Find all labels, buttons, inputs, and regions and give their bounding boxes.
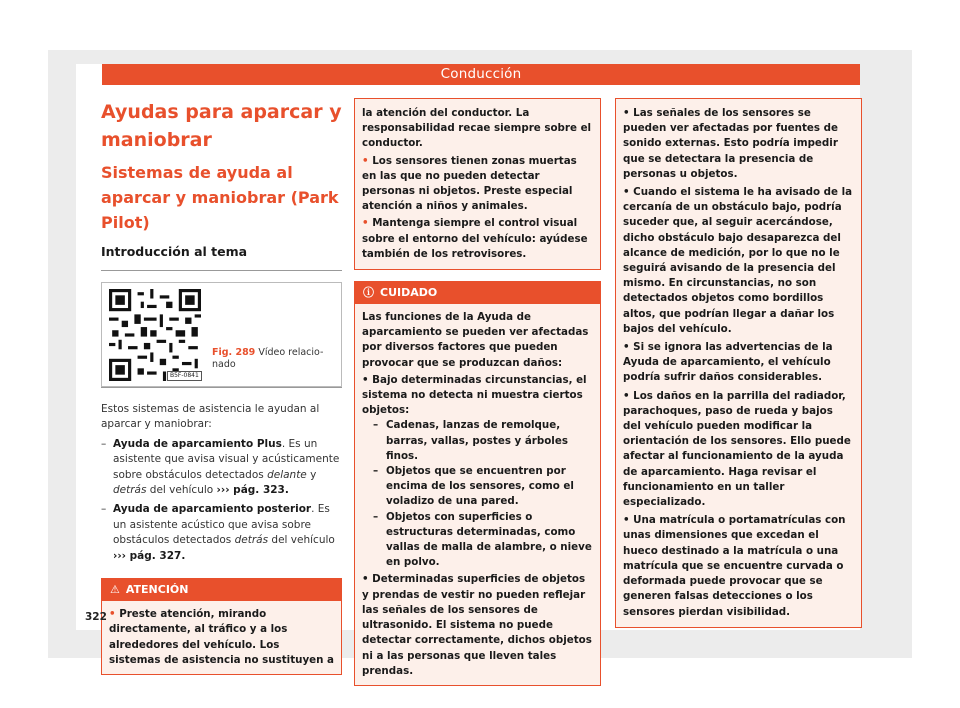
bullet-text: Bajo determinadas circunstancias, el sistema no detecta ni muestra ciertos objetos: [362, 373, 587, 417]
list-item [101, 437, 342, 499]
warning-header [102, 579, 341, 601]
item-italic: delante [267, 468, 307, 481]
warning-text: Preste atención, mirando directamente, al tráfico y a los alrededores del vehículo. Los sistemas de asistencia no sustituyen a [109, 608, 335, 666]
warning-continuation-box [354, 98, 601, 270]
warning-title: ATENCIÓN [125, 583, 189, 597]
subsection-title: Sistemas de ayuda al aparcar y maniobrar (Park Pilot) [101, 163, 339, 232]
bullet-icon: • [362, 154, 369, 167]
caution-title: CUIDADO [380, 286, 438, 300]
sub-item-text: Objetos que se encuentren por encima de los sensores, como el voladizo de una pared. [386, 465, 574, 508]
bullet-text: Mantenga siempre el control visual sobre el entorno del vehículo: ayúdese también de los retrovisores. [362, 217, 588, 260]
warning-bullet [362, 216, 593, 262]
figure-label: Fig. 289 [212, 347, 256, 358]
divider [101, 270, 342, 271]
figure-caption [212, 347, 332, 371]
dash-bullet: – [101, 503, 107, 516]
caution-bullet: • Cuando el sistema le ha avisado de la cercanía de un obstáculo bajo, podría suceder que, al seguir acercándose, dicho obstáculo bajo desaparezca del alcance de medición, por lo que no le seguirá avisando de la presencia del mismo. En circunstancias, no son detectados objetos como bordillos altos, que podrían llegar a dañar los bajos del vehículo. [623, 186, 853, 335]
caution-box [354, 281, 601, 686]
figure-caption-text: Vídeo relacio- nado [212, 347, 324, 370]
page-number: 322 [85, 611, 107, 623]
warning-bullet [362, 154, 593, 215]
item-text: . Es un asistente acústico que avisa sobre obstáculos detectados [113, 503, 330, 547]
caution-header [355, 282, 600, 304]
item-text: y [306, 468, 317, 481]
item-text: . Es un asistente que avisa visual y acústicamente sobre obstáculos detectados [113, 437, 340, 481]
warning-body [102, 601, 341, 674]
item-italic: detrás [113, 484, 147, 497]
warning-text: la atención del conductor. La responsabilidad recae siempre sobre el conductor. [362, 107, 592, 150]
warning-box [101, 578, 342, 675]
column-right [615, 98, 862, 628]
column-middle [354, 98, 601, 686]
list-item [101, 502, 342, 564]
warning-triangle-icon: ⚠ [110, 583, 120, 597]
sub-item-text: Objetos con superficies o estructuras determinadas, como vallas de malla de alambre, o nieve en polvo. [386, 510, 592, 569]
info-circle-icon: ⓘ [363, 286, 374, 300]
sub-item: – Objetos que se encuentren por encima de los sensores, como el voladizo de una pared. [373, 465, 574, 508]
item-italic: detrás [234, 534, 269, 547]
sub-item: – Objetos con superficies o estructuras determinadas, como vallas de malla de alambre, o nieve en polvo. [373, 510, 592, 569]
caution-bullet: • Una matrícula o portamatrículas con unas dimensiones que excedan el hueco destinado a la matrícula o una matrícula que se encuentre curvada o deformada puede provocar que se generen falsas detecciones o los sensores pierdan visibilidad. [623, 514, 846, 618]
bullet-text: Determinadas superficies de objetos y prendas de vestir no pueden reflejar las señales de los sensores de ultrasonido. El sistema no puede detectar correctamente, dichos objetos ni a las personas que lleven tales prendas. [362, 573, 592, 677]
caution-body [355, 304, 600, 685]
caution-continuation-box [615, 98, 862, 628]
item-text: del vehículo [146, 484, 217, 497]
intro-paragraph: Estos sistemas de asistencia le ayudan al aparcar y maniobrar: [101, 403, 320, 431]
bullet-icon: • [109, 608, 116, 621]
caution-bullet: • Si se ignora las advertencias de la Ayuda de aparcamiento, el vehículo podría sufrir daños considerables. [623, 341, 833, 384]
section-title: Ayudas para aparcar y maniobrar [101, 101, 342, 151]
topic-title: Introducción al tema [101, 244, 248, 259]
bullet-text: Los daños en la parrilla del radiador, parachoques, paso de rueda y bajos del vehículo pueden modificar la orientación de los sensores. Ello puede afectar al funcionamiento de la ayuda de aparcamiento. Haga revisar el funcionamiento en un taller especializado. [623, 389, 851, 509]
bullet-text: Cuando el sistema le ha avisado de la cercanía de un obstáculo bajo, podría suceder que, al seguir acercándose, dicho obstáculo bajo desaparezca del alcance de medición, por lo que no le seguirá avisando de la presencia del mismo. En circunstancias, no son detectados objetos como bordillos altos, que podrían llegar a dañar los bajos del vehículo. [623, 186, 853, 335]
figure-box [101, 282, 342, 387]
chapter-header: Conducción [102, 64, 860, 85]
caution-bullet: • Las señales de los sensores se pueden ver afectadas por fuentes de sonido externas. Esto podría impedir que se detectara la presencia de personas u objetos. [623, 107, 838, 180]
caution-paragraph: Las funciones de la Ayuda de aparcamiento se pueden ver afectadas por diversos factores que pueden provocar que se produzcan daños: [362, 311, 589, 369]
sub-item: – Cadenas, lanzas de remolque, barras, vallas, postes y árboles finos. [373, 419, 568, 462]
bullet-icon: • [362, 217, 369, 230]
bullet-text: Una matrícula o portamatrículas con unas dimensiones que excedan el hueco destinado a la matrícula o una matrícula que se encuentre curvada o deformada puede provocar que se generen falsas detecciones o los sensores pierdan visibilidad. [623, 514, 846, 618]
column-left [101, 98, 342, 675]
bullet-text: Las señales de los sensores se pueden ver afectadas por fuentes de sonido externas. Esto podría impedir que se detectara la presencia de personas u objetos. [623, 107, 838, 180]
caution-bullet: • Los daños en la parrilla del radiador, parachoques, paso de rueda y bajos del vehículo pueden modificar la orientación de los sensores. Ello puede afectar al funcionamiento de la ayuda de aparcamiento. Haga revisar el funcionamiento en un taller especializado. [623, 389, 851, 509]
figure-code: B5F-0841 [167, 371, 202, 381]
caution-bullet: • Bajo determinadas circunstancias, el sistema no detecta ni muestra ciertos objetos: [362, 373, 587, 417]
caution-bullet: • Determinadas superficies de objetos y prendas de vestir no pueden reflejar las señales de los sensores de ultrasonido. El sistema no puede detectar correctamente, dichos objetos ni a las personas que lleven tales prendas. [362, 573, 592, 677]
bullet-text: Si se ignora las advertencias de la Ayuda de aparcamiento, el vehículo podría sufrir daños considerables. [623, 341, 833, 384]
page-reference-link[interactable]: ››› pág. 327. [113, 549, 186, 562]
dash-bullet: – [101, 437, 107, 450]
divider [101, 387, 342, 388]
qr-code-icon[interactable] [109, 289, 201, 381]
item-text: del vehículo [268, 534, 335, 547]
bullet-text: Los sensores tienen zonas muertas en las que no pueden detectar personas ni objetos. Preste especial atención a niños y animales. [362, 154, 577, 213]
page-reference-link[interactable]: ››› pág. 323. [216, 484, 289, 497]
item-term: Ayuda de aparcamiento posterior [113, 503, 312, 516]
sub-item-text: Cadenas, lanzas de remolque, barras, vallas, postes y árboles finos. [386, 419, 568, 462]
item-term: Ayuda de aparcamiento Plus [113, 437, 282, 450]
